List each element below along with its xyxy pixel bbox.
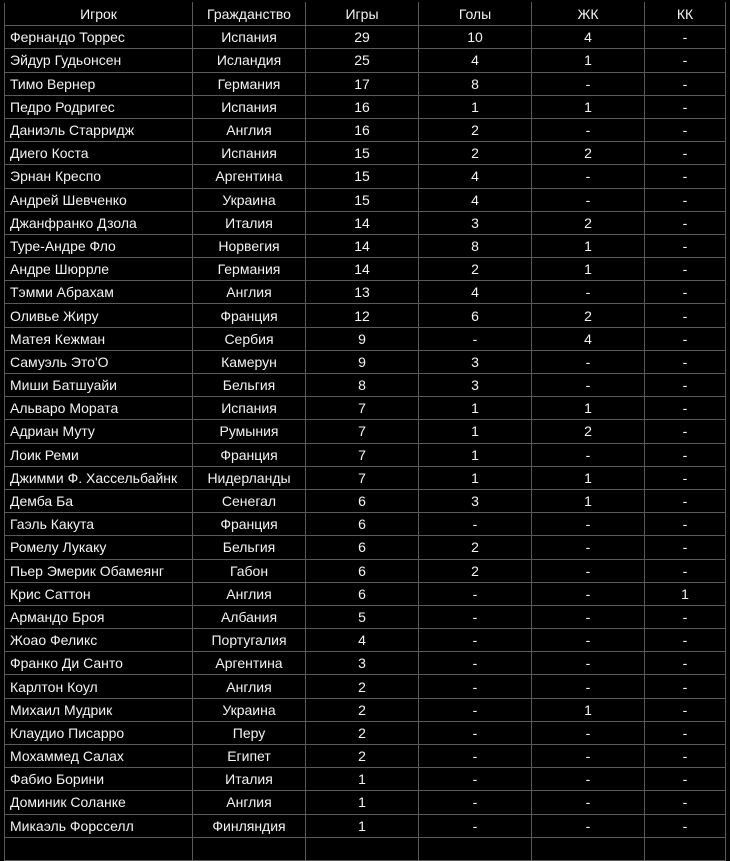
red-cards-cell: -: [645, 165, 726, 188]
games-cell: 29: [306, 26, 419, 49]
player-name-cell: Фабио Борини: [5, 768, 193, 791]
red-cards-cell: -: [645, 142, 726, 165]
goals-cell: 1: [419, 466, 532, 489]
yellow-cards-cell: -: [532, 374, 645, 397]
red-cards-cell: -: [645, 26, 726, 49]
table-row: [5, 814, 726, 837]
goals-cell: -: [419, 768, 532, 791]
red-cards-cell: -: [645, 698, 726, 721]
player-name-cell: Эрнан Креспо: [5, 165, 193, 188]
citizenship-cell: Египет: [193, 745, 306, 768]
red-cards-cell: -: [645, 513, 726, 536]
red-cards-cell: -: [645, 745, 726, 768]
goals-cell: 2: [419, 258, 532, 281]
table-row: [5, 420, 726, 443]
players-table: [4, 2, 726, 861]
empty-cell: [532, 837, 645, 860]
table-body: [5, 26, 726, 861]
games-cell: 15: [306, 165, 419, 188]
table-row: [5, 374, 726, 397]
table-row: [5, 397, 726, 420]
header-citizenship: Гражданство: [193, 3, 306, 26]
red-cards-cell: -: [645, 814, 726, 837]
empty-cell: [645, 837, 726, 860]
table-row: [5, 49, 726, 72]
citizenship-cell: Англия: [193, 281, 306, 304]
goals-cell: -: [419, 698, 532, 721]
red-cards-cell: -: [645, 768, 726, 791]
games-cell: 6: [306, 559, 419, 582]
table-row: [5, 582, 726, 605]
player-name-cell: Адриан Муту: [5, 420, 193, 443]
player-name-cell: Армандо Броя: [5, 605, 193, 628]
yellow-cards-cell: 1: [532, 234, 645, 257]
citizenship-cell: Украина: [193, 698, 306, 721]
citizenship-cell: Сенегал: [193, 489, 306, 512]
citizenship-cell: Норвегия: [193, 234, 306, 257]
player-name-cell: Миши Батшуайи: [5, 374, 193, 397]
empty-row: [5, 837, 726, 860]
table-row: [5, 629, 726, 652]
yellow-cards-cell: -: [532, 281, 645, 304]
citizenship-cell: Франция: [193, 513, 306, 536]
player-name-cell: Тимо Вернер: [5, 72, 193, 95]
citizenship-cell: Бельгия: [193, 536, 306, 559]
yellow-cards-cell: -: [532, 188, 645, 211]
player-name-cell: Демба Ба: [5, 489, 193, 512]
player-name-cell: Туре-Андре Фло: [5, 234, 193, 257]
yellow-cards-cell: 1: [532, 466, 645, 489]
games-cell: 2: [306, 745, 419, 768]
goals-cell: -: [419, 675, 532, 698]
games-cell: 1: [306, 814, 419, 837]
header-games: Игры: [306, 3, 419, 26]
yellow-cards-cell: -: [532, 605, 645, 628]
citizenship-cell: Испания: [193, 142, 306, 165]
citizenship-cell: Сербия: [193, 327, 306, 350]
player-name-cell: Пьер Эмерик Обамеянг: [5, 559, 193, 582]
yellow-cards-cell: 1: [532, 258, 645, 281]
red-cards-cell: -: [645, 791, 726, 814]
goals-cell: 3: [419, 350, 532, 373]
yellow-cards-cell: -: [532, 350, 645, 373]
games-cell: 7: [306, 397, 419, 420]
table-row: [5, 791, 726, 814]
header-yellow-cards: ЖК: [532, 3, 645, 26]
games-cell: 16: [306, 95, 419, 118]
goals-cell: -: [419, 605, 532, 628]
citizenship-cell: Франция: [193, 304, 306, 327]
table-row: [5, 188, 726, 211]
games-cell: 17: [306, 72, 419, 95]
table-row: [5, 536, 726, 559]
yellow-cards-cell: 1: [532, 489, 645, 512]
red-cards-cell: -: [645, 281, 726, 304]
red-cards-cell: -: [645, 304, 726, 327]
player-name-cell: Андрей Шевченко: [5, 188, 193, 211]
player-name-cell: Жоао Феликс: [5, 629, 193, 652]
goals-cell: 1: [419, 420, 532, 443]
games-cell: 5: [306, 605, 419, 628]
player-name-cell: Крис Саттон: [5, 582, 193, 605]
goals-cell: 6: [419, 304, 532, 327]
red-cards-cell: -: [645, 118, 726, 141]
games-cell: 15: [306, 188, 419, 211]
red-cards-cell: -: [645, 258, 726, 281]
citizenship-cell: Украина: [193, 188, 306, 211]
table-row: [5, 118, 726, 141]
red-cards-cell: -: [645, 629, 726, 652]
games-cell: 6: [306, 582, 419, 605]
yellow-cards-cell: 2: [532, 211, 645, 234]
player-name-cell: Гаэль Какута: [5, 513, 193, 536]
red-cards-cell: -: [645, 49, 726, 72]
citizenship-cell: Перу: [193, 721, 306, 744]
player-name-cell: Ромелу Лукаку: [5, 536, 193, 559]
red-cards-cell: -: [645, 188, 726, 211]
player-name-cell: Педро Родригес: [5, 95, 193, 118]
yellow-cards-cell: -: [532, 118, 645, 141]
games-cell: 6: [306, 536, 419, 559]
red-cards-cell: -: [645, 559, 726, 582]
red-cards-cell: -: [645, 72, 726, 95]
player-name-cell: Самуэль Это'О: [5, 350, 193, 373]
games-cell: 6: [306, 489, 419, 512]
red-cards-cell: -: [645, 234, 726, 257]
player-name-cell: Карлтон Коул: [5, 675, 193, 698]
player-name-cell: Лоик Реми: [5, 443, 193, 466]
table-row: [5, 513, 726, 536]
citizenship-cell: Испания: [193, 397, 306, 420]
games-cell: 2: [306, 675, 419, 698]
player-name-cell: Диего Коста: [5, 142, 193, 165]
goals-cell: -: [419, 652, 532, 675]
table-row: [5, 72, 726, 95]
games-cell: 1: [306, 768, 419, 791]
yellow-cards-cell: -: [532, 582, 645, 605]
table-row: [5, 698, 726, 721]
empty-cell: [419, 837, 532, 860]
player-name-cell: Фернандо Торрес: [5, 26, 193, 49]
table-row: [5, 142, 726, 165]
goals-cell: 1: [419, 397, 532, 420]
table-row: [5, 258, 726, 281]
player-name-cell: Доминик Соланке: [5, 791, 193, 814]
citizenship-cell: Англия: [193, 791, 306, 814]
games-cell: 16: [306, 118, 419, 141]
yellow-cards-cell: -: [532, 165, 645, 188]
citizenship-cell: Исландия: [193, 49, 306, 72]
red-cards-cell: -: [645, 95, 726, 118]
games-cell: 7: [306, 420, 419, 443]
goals-cell: 2: [419, 536, 532, 559]
player-name-cell: Даниэль Старридж: [5, 118, 193, 141]
goals-cell: 4: [419, 49, 532, 72]
player-name-cell: Микаэль Форсселл: [5, 814, 193, 837]
table-row: [5, 304, 726, 327]
player-name-cell: Андре Шюррле: [5, 258, 193, 281]
citizenship-cell: Бельгия: [193, 374, 306, 397]
yellow-cards-cell: 1: [532, 397, 645, 420]
player-name-cell: Михаил Мудрик: [5, 698, 193, 721]
goals-cell: 1: [419, 443, 532, 466]
citizenship-cell: Албания: [193, 605, 306, 628]
citizenship-cell: Габон: [193, 559, 306, 582]
games-cell: 14: [306, 234, 419, 257]
player-name-cell: Франко Ди Санто: [5, 652, 193, 675]
player-name-cell: Оливье Жиру: [5, 304, 193, 327]
goals-cell: 1: [419, 95, 532, 118]
games-cell: 2: [306, 721, 419, 744]
table-row: [5, 745, 726, 768]
goals-cell: 4: [419, 188, 532, 211]
goals-cell: 3: [419, 211, 532, 234]
red-cards-cell: -: [645, 466, 726, 489]
table-row: [5, 605, 726, 628]
red-cards-cell: -: [645, 374, 726, 397]
header-red-cards: КК: [645, 3, 726, 26]
yellow-cards-cell: -: [532, 791, 645, 814]
red-cards-cell: -: [645, 420, 726, 443]
goals-cell: -: [419, 721, 532, 744]
yellow-cards-cell: 1: [532, 698, 645, 721]
table-row: [5, 95, 726, 118]
red-cards-cell: 1: [645, 582, 726, 605]
goals-cell: -: [419, 513, 532, 536]
table-row: [5, 443, 726, 466]
goals-cell: 3: [419, 374, 532, 397]
goals-cell: 3: [419, 489, 532, 512]
empty-cell: [193, 837, 306, 860]
games-cell: 12: [306, 304, 419, 327]
yellow-cards-cell: 2: [532, 304, 645, 327]
citizenship-cell: Германия: [193, 258, 306, 281]
table-row: [5, 768, 726, 791]
table-row: [5, 281, 726, 304]
goals-cell: -: [419, 582, 532, 605]
games-cell: 3: [306, 652, 419, 675]
goals-cell: 4: [419, 281, 532, 304]
games-cell: 25: [306, 49, 419, 72]
goals-cell: 2: [419, 142, 532, 165]
header-row: [5, 3, 726, 26]
games-cell: 7: [306, 443, 419, 466]
red-cards-cell: -: [645, 652, 726, 675]
goals-cell: 2: [419, 559, 532, 582]
games-cell: 14: [306, 258, 419, 281]
goals-cell: 4: [419, 165, 532, 188]
table-row: [5, 559, 726, 582]
goals-cell: -: [419, 791, 532, 814]
goals-cell: 8: [419, 234, 532, 257]
table-row: [5, 26, 726, 49]
citizenship-cell: Румыния: [193, 420, 306, 443]
red-cards-cell: -: [645, 397, 726, 420]
red-cards-cell: -: [645, 721, 726, 744]
table-row: [5, 165, 726, 188]
citizenship-cell: Испания: [193, 95, 306, 118]
games-cell: 1: [306, 791, 419, 814]
yellow-cards-cell: -: [532, 675, 645, 698]
yellow-cards-cell: -: [532, 721, 645, 744]
goals-cell: 2: [419, 118, 532, 141]
table-row: [5, 466, 726, 489]
citizenship-cell: Португалия: [193, 629, 306, 652]
player-name-cell: Тэмми Абрахам: [5, 281, 193, 304]
citizenship-cell: Франция: [193, 443, 306, 466]
citizenship-cell: Италия: [193, 211, 306, 234]
yellow-cards-cell: 2: [532, 420, 645, 443]
red-cards-cell: -: [645, 327, 726, 350]
header-goals: Голы: [419, 3, 532, 26]
citizenship-cell: Англия: [193, 118, 306, 141]
red-cards-cell: -: [645, 536, 726, 559]
table-row: [5, 721, 726, 744]
games-cell: 9: [306, 350, 419, 373]
table-row: [5, 652, 726, 675]
citizenship-cell: Нидерланды: [193, 466, 306, 489]
yellow-cards-cell: 4: [532, 327, 645, 350]
player-name-cell: Мохаммед Салах: [5, 745, 193, 768]
citizenship-cell: Англия: [193, 675, 306, 698]
citizenship-cell: Аргентина: [193, 652, 306, 675]
red-cards-cell: -: [645, 211, 726, 234]
red-cards-cell: -: [645, 675, 726, 698]
red-cards-cell: -: [645, 443, 726, 466]
citizenship-cell: Италия: [193, 768, 306, 791]
games-cell: 13: [306, 281, 419, 304]
yellow-cards-cell: -: [532, 513, 645, 536]
player-name-cell: Альваро Мората: [5, 397, 193, 420]
yellow-cards-cell: -: [532, 559, 645, 582]
goals-cell: -: [419, 745, 532, 768]
table-row: [5, 211, 726, 234]
games-cell: 7: [306, 466, 419, 489]
citizenship-cell: Англия: [193, 582, 306, 605]
games-cell: 4: [306, 629, 419, 652]
games-cell: 6: [306, 513, 419, 536]
player-name-cell: Джимми Ф. Хассельбайнк: [5, 466, 193, 489]
yellow-cards-cell: -: [532, 768, 645, 791]
red-cards-cell: -: [645, 605, 726, 628]
yellow-cards-cell: -: [532, 72, 645, 95]
player-name-cell: Джанфранко Дзола: [5, 211, 193, 234]
citizenship-cell: Германия: [193, 72, 306, 95]
goals-cell: 8: [419, 72, 532, 95]
red-cards-cell: -: [645, 489, 726, 512]
yellow-cards-cell: -: [532, 536, 645, 559]
yellow-cards-cell: -: [532, 745, 645, 768]
empty-cell: [5, 837, 193, 860]
player-name-cell: Эйдур Гудьонсен: [5, 49, 193, 72]
yellow-cards-cell: -: [532, 652, 645, 675]
citizenship-cell: Испания: [193, 26, 306, 49]
table-row: [5, 675, 726, 698]
table-row: [5, 489, 726, 512]
games-cell: 15: [306, 142, 419, 165]
table-row: [5, 234, 726, 257]
yellow-cards-cell: -: [532, 814, 645, 837]
games-cell: 9: [306, 327, 419, 350]
yellow-cards-cell: 2: [532, 142, 645, 165]
citizenship-cell: Финляндия: [193, 814, 306, 837]
table-row: [5, 350, 726, 373]
citizenship-cell: Камерун: [193, 350, 306, 373]
games-cell: 8: [306, 374, 419, 397]
yellow-cards-cell: -: [532, 443, 645, 466]
table-row: [5, 327, 726, 350]
empty-cell: [306, 837, 419, 860]
header-player: Игрок: [5, 3, 193, 26]
yellow-cards-cell: 4: [532, 26, 645, 49]
goals-cell: 10: [419, 26, 532, 49]
yellow-cards-cell: 1: [532, 49, 645, 72]
goals-cell: -: [419, 629, 532, 652]
goals-cell: -: [419, 327, 532, 350]
player-name-cell: Матея Кежман: [5, 327, 193, 350]
red-cards-cell: -: [645, 350, 726, 373]
games-cell: 14: [306, 211, 419, 234]
citizenship-cell: Аргентина: [193, 165, 306, 188]
yellow-cards-cell: -: [532, 629, 645, 652]
games-cell: 2: [306, 698, 419, 721]
goals-cell: -: [419, 814, 532, 837]
yellow-cards-cell: 1: [532, 95, 645, 118]
player-name-cell: Клаудио Писарро: [5, 721, 193, 744]
